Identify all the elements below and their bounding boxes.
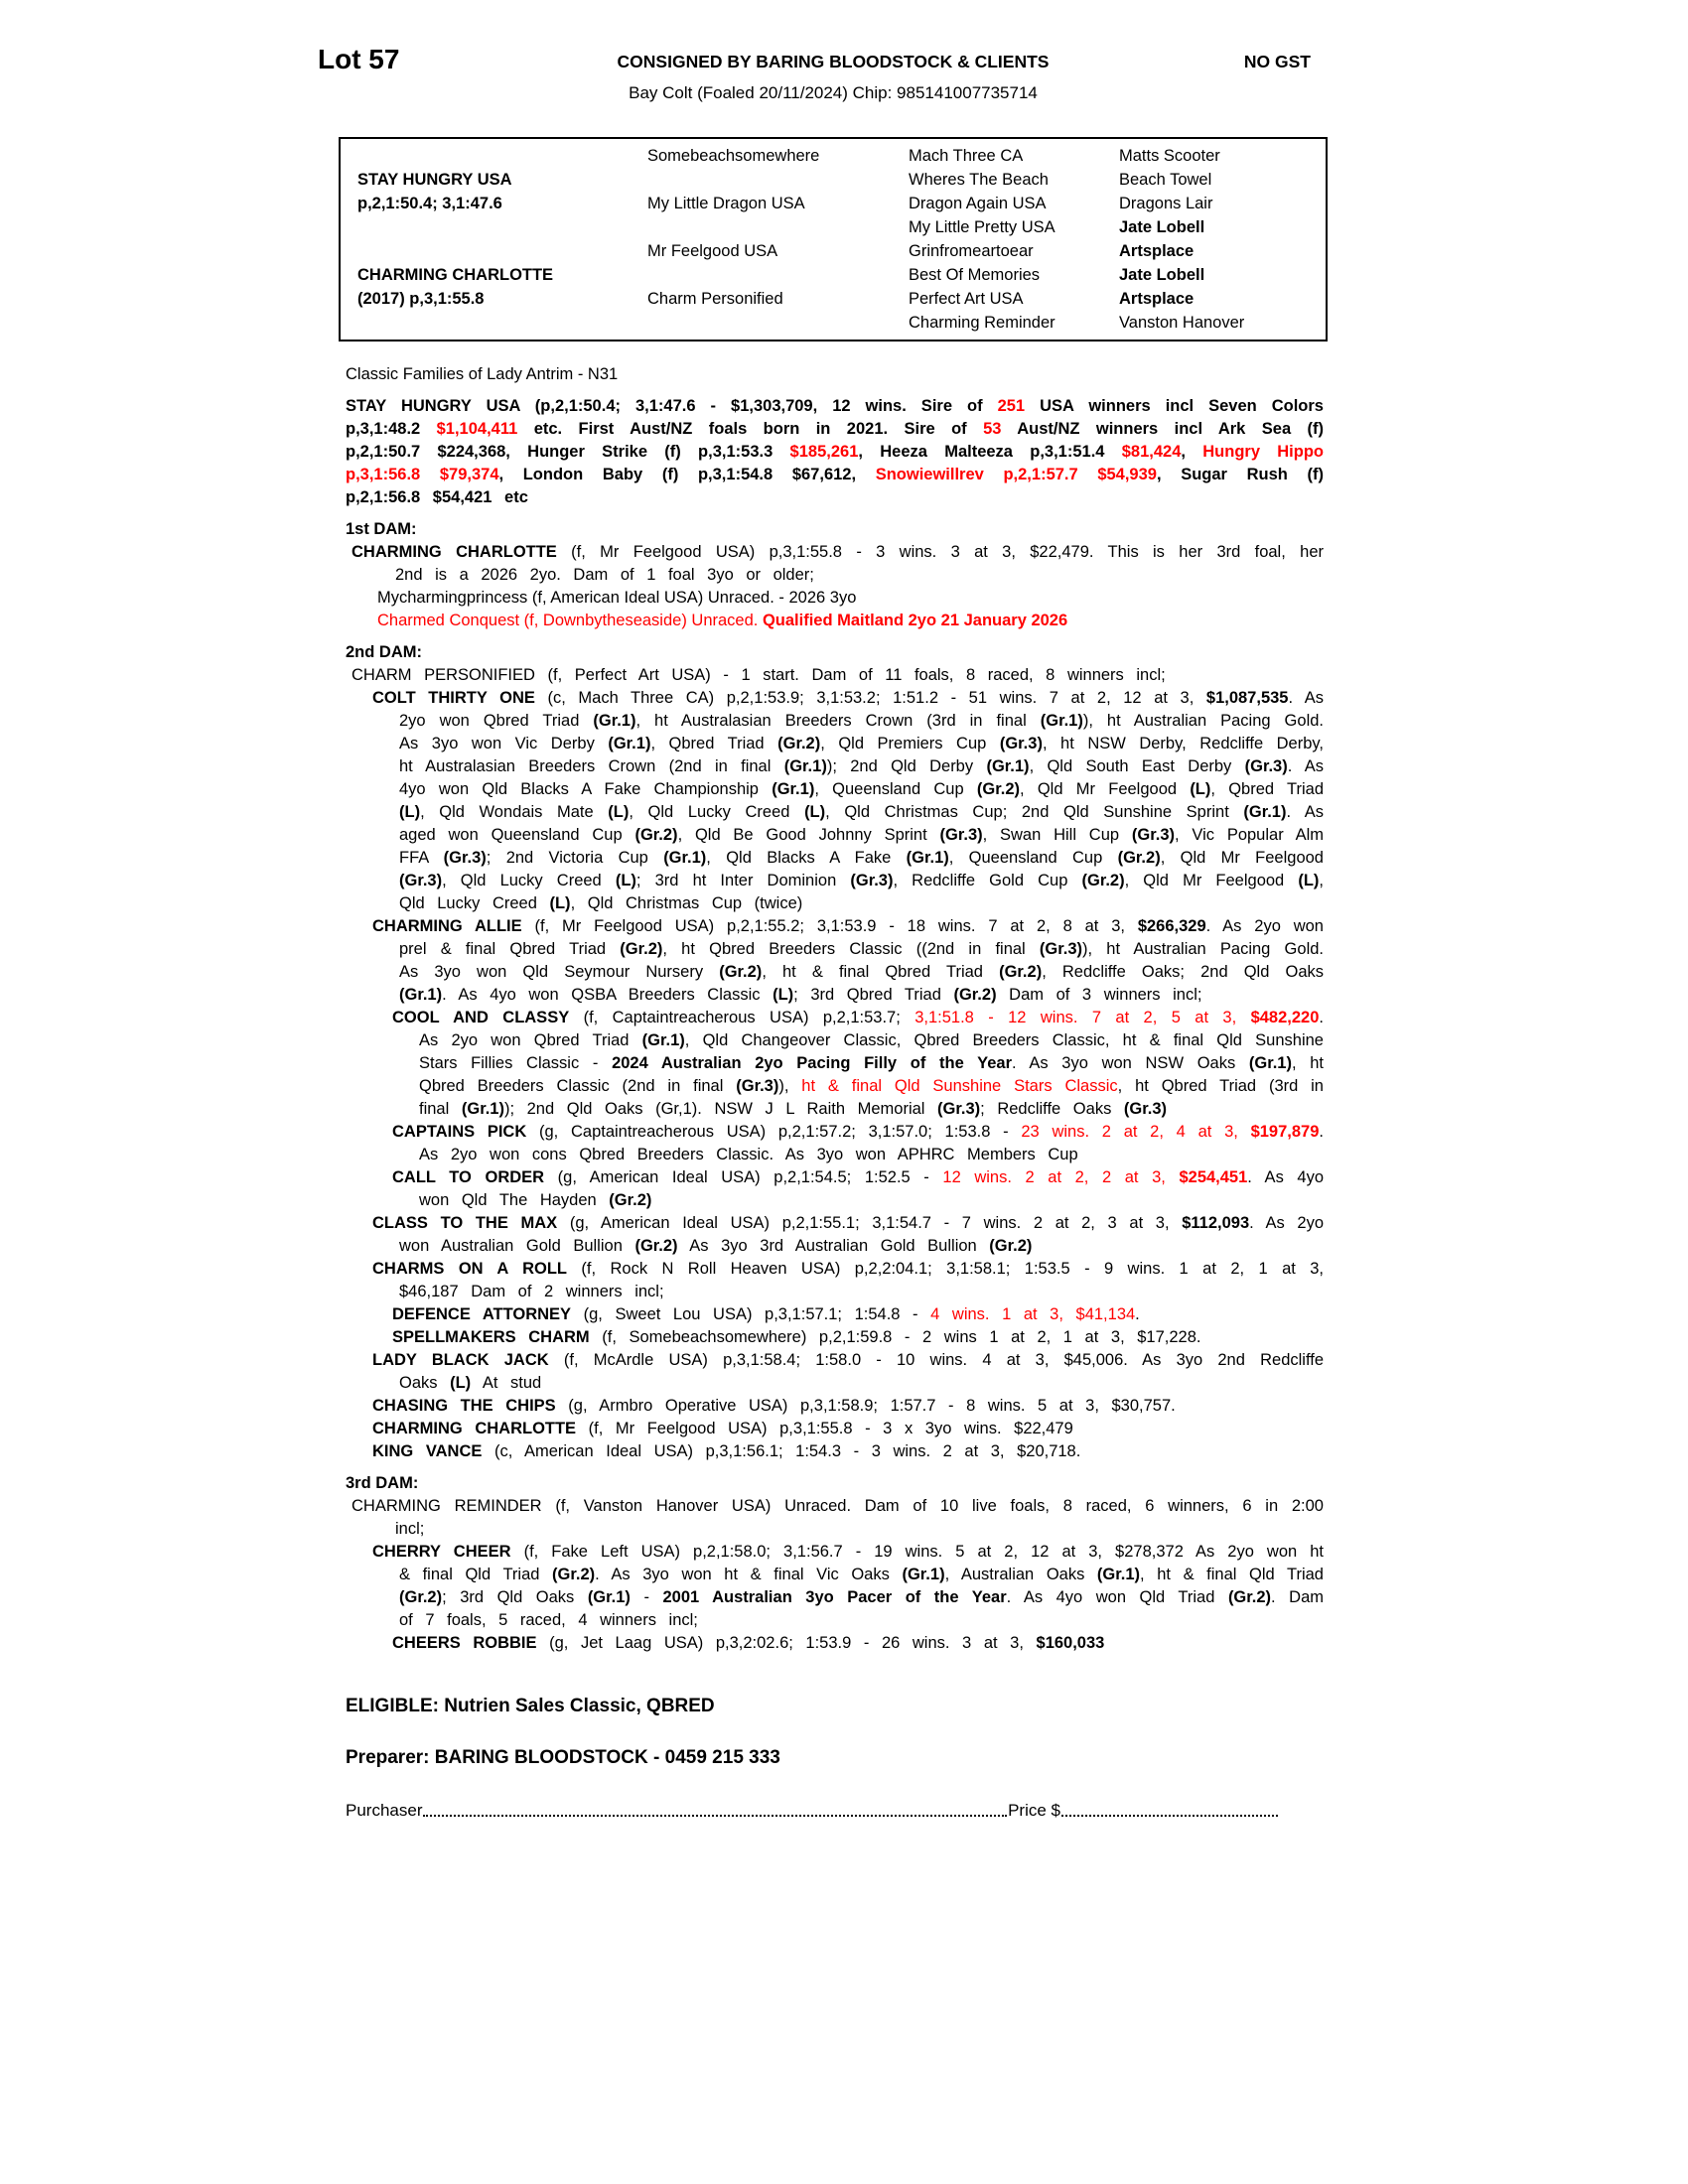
text-run: (c, American Ideal USA) p,3,1:56.1; 1:54.3 - 3 wins. 2 at 3, $20,718. xyxy=(482,1442,1081,1460)
ancestor-name: Matts Scooter xyxy=(1119,147,1220,165)
text-run: ); 2nd Qld Oaks (Gr,1). NSW J L Raith Memorial xyxy=(503,1100,938,1118)
text-run: (Gr.2) xyxy=(719,963,763,981)
text-run: CHARMS ON A ROLL xyxy=(372,1260,567,1278)
text-run: (Gr.3) xyxy=(1131,826,1175,844)
text-run: , Qld Changeover Classic, Qbred Breeders Classic, ht & final Qld Sunshine Stars Fillies Classic - xyxy=(419,1031,1324,1072)
text-run: ), ht Australian Pacing Gold. As 3yo won Vic Derby xyxy=(399,712,1324,752)
text-run: CHARM PERSONIFIED (f, Perfect Art USA) - 1 start. Dam of 11 foals, 8 raced, 8 winners incl; xyxy=(352,666,1166,684)
ancestor-name: Dragons Lair xyxy=(1119,195,1213,212)
text-run: 3rd DAM: xyxy=(346,1474,419,1492)
pedigree-paragraph xyxy=(346,1212,1324,1258)
text-run: , ht Qbred Triad (3rd in final xyxy=(419,1077,1324,1118)
text-run: $112,093 xyxy=(1182,1214,1250,1232)
text-run: Hungry Hippo p,3,1:56.8 $79,374 xyxy=(346,443,1325,483)
text-run: , Qld Wondais Mate xyxy=(420,803,609,821)
text-run: CHARMING CHARLOTTE xyxy=(352,543,557,561)
text-run: , Qld Mr Feelgood xyxy=(1020,780,1191,798)
text-run: $482,220 xyxy=(1250,1009,1320,1026)
text-run: KING VANCE xyxy=(372,1442,483,1460)
text-run: $1,104,411 xyxy=(436,420,518,438)
ancestor-name: Best Of Memories xyxy=(909,266,1041,284)
ancestor-name xyxy=(357,215,647,239)
ancestor-name: My Little Dragon USA xyxy=(647,195,805,212)
text-run: ; 3rd ht Inter Dominion xyxy=(635,872,851,889)
pedigree-paragraph xyxy=(346,1326,1324,1349)
text-run: . As 2yo won cons Qbred Breeders Classic. As 3yo won APHRC Members Cup xyxy=(419,1123,1324,1163)
text-run: (Gr.1) xyxy=(772,780,815,798)
text-run: (L) xyxy=(804,803,826,821)
text-run: $254,451 xyxy=(1179,1168,1248,1186)
ancestor-name: STAY HUNGRY USA xyxy=(357,171,512,189)
text-run: , Qld Lucky Creed xyxy=(442,872,616,889)
text-run: , xyxy=(1181,443,1203,461)
text-run: . As 2yo won Australian Gold Bullion xyxy=(399,1214,1325,1255)
text-run: , Qld Blacks A Fake xyxy=(706,849,907,867)
text-run: (Gr.1) xyxy=(663,849,707,867)
text-run: . As 4yo won QSBA Breeders Classic xyxy=(442,986,774,1004)
text-run: (L) xyxy=(1190,780,1211,798)
text-run: etc. First Aust/NZ foals born in 2021. Sire of xyxy=(517,420,984,438)
text-run: , Redcliffe Gold Cup xyxy=(893,872,1082,889)
text-run: , Qbred Triad xyxy=(1210,780,1325,798)
text-run: (f, Fake Left USA) p,2,1:58.0; 3,1:56.7 - 19 wins. 5 at 2, 12 at 3, $278,372 As 2yo won ht & final Qld Triad xyxy=(399,1543,1324,1583)
pedigree-paragraph xyxy=(346,687,1324,915)
text-run: (g, Jet Laag USA) p,3,2:02.6; 1:53.9 - 26 wins. 3 at 3, xyxy=(536,1634,1037,1652)
text-run: (Gr.2) xyxy=(620,940,663,958)
price-label: Price $ xyxy=(1008,1801,1060,1820)
text-run: (Gr.3) xyxy=(443,849,487,867)
pedigree-paragraph xyxy=(346,1541,1324,1632)
ancestor-name: Wheres The Beach xyxy=(909,171,1049,189)
text-run: Snowiewillrev p,2,1:57.7 $54,939 xyxy=(875,466,1157,483)
pedigree-paragraph xyxy=(346,664,1324,687)
text-run: (f, Mr Feelgood USA) p,3,1:55.8 - 3 x 3yo wins. $22,479 xyxy=(576,1420,1073,1437)
text-run: (Gr.2) xyxy=(399,1588,443,1606)
text-run: USA winners incl Seven Colors p,3,1:48.2 xyxy=(346,397,1324,438)
ancestor-name: (2017) p,3,1:55.8 xyxy=(357,290,485,308)
ancestor-name: Grinfromeartoear xyxy=(909,242,1034,260)
text-run: $197,879 xyxy=(1250,1123,1320,1141)
text-run: (f, McArdle USA) p,3,1:58.4; 1:58.0 - 10 wins. 4 at 3, $45,006. As 3yo 2nd Redcliffe Oaks xyxy=(399,1351,1325,1392)
text-run: , ht Qbred Breeders Classic (2nd in final xyxy=(419,1054,1325,1095)
text-run: . As 2yo won Qbred Triad xyxy=(419,1009,1324,1049)
pedigree-paragraph xyxy=(346,1303,1324,1326)
text-run: . As 4yo won Qld The Hayden xyxy=(419,1168,1325,1209)
text-run: (Gr.3) xyxy=(850,872,894,889)
ancestor-name: Mach Three CA xyxy=(909,147,1024,165)
text-run: (f, Somebeachsomewhere) p,2,1:59.8 - 2 wins 1 at 2, 1 at 3, $17,228. xyxy=(589,1328,1201,1346)
text-run: At stud xyxy=(471,1374,542,1392)
text-run: (Gr.2) xyxy=(552,1566,596,1583)
text-run: . As 3yo won ht & final Vic Oaks xyxy=(595,1566,903,1583)
text-run: (Gr.1) xyxy=(399,986,443,1004)
text-run: (Gr.1) xyxy=(1096,1566,1141,1583)
text-run: (c, Mach Three CA) p,2,1:53.9; 3,1:53.2; 1:51.2 - 51 wins. 7 at 2, 12 at 3, xyxy=(534,689,1206,707)
ancestor-name: Mr Feelgood USA xyxy=(647,242,778,260)
text-run: Dam of 3 winners incl; xyxy=(996,986,1202,1004)
text-run: . As 4yo won Qld Triad xyxy=(1006,1588,1228,1606)
text-run: (L) xyxy=(615,872,636,889)
text-run: (Gr.2) xyxy=(1117,849,1161,867)
text-run: (Gr.2) xyxy=(976,780,1021,798)
text-run: , Redcliffe Oaks; 2nd Qld Oaks xyxy=(1042,963,1325,981)
ancestor-name: Artsplace xyxy=(1119,242,1195,260)
pedigree-paragraph xyxy=(346,1166,1324,1212)
family-line xyxy=(346,363,1324,386)
text-run: (Gr.3) xyxy=(736,1077,779,1095)
text-run: , Queensland Cup xyxy=(814,780,977,798)
pedigree-paragraph xyxy=(346,915,1324,1007)
text-run: , Qld Lucky Creed xyxy=(629,803,805,821)
text-run: (Gr.3) xyxy=(1244,757,1288,775)
text-run: (L) xyxy=(399,803,421,821)
text-run: (f, Captaintreacherous USA) p,2,1:53.7; xyxy=(569,1009,915,1026)
ancestor-name xyxy=(357,144,647,168)
text-run: 12 wins. 2 at 2, 2 at 3, xyxy=(942,1168,1180,1186)
text-run: Qualified Maitland 2yo 21 January 2026 xyxy=(762,612,1068,629)
text-run: As 3yo 3rd Australian Gold Bullion xyxy=(677,1237,990,1255)
text-run: 2001 Australian 3yo Pacer of the Year xyxy=(662,1588,1007,1606)
text-run: LADY BLACK JACK xyxy=(372,1351,549,1369)
text-run: DEFENCE ATTORNEY xyxy=(392,1305,572,1323)
text-run: ; 3rd Qbred Triad xyxy=(793,986,954,1004)
text-run: (g, Armbro Operative USA) p,3,1:58.9; 1:57.7 - 8 wins. 5 at 3, $30,757. xyxy=(555,1397,1176,1415)
text-run: (Gr.3) xyxy=(1123,1100,1168,1118)
text-run: , Sugar Rush (f) p,2,1:56.8 $54,421 etc xyxy=(346,466,1324,506)
text-run: (Gr.1) xyxy=(1248,1054,1292,1072)
text-run: (g, American Ideal USA) p,2,1:55.1; 3,1:54.7 - 7 wins. 2 at 2, 3 at 3, xyxy=(557,1214,1183,1232)
pedigree-paragraph xyxy=(346,587,1324,610)
text-run: 3,1:51.8 - 12 wins. 7 at 2, 5 at 3, xyxy=(914,1009,1251,1026)
pedigree-paragraph xyxy=(346,1007,1324,1121)
text-run: , Qld South East Derby xyxy=(1029,757,1245,775)
text-run: Charmed Conquest (f, Downbytheseaside) Unraced. xyxy=(377,612,763,629)
purchaser-dotted-line xyxy=(423,1815,1007,1817)
dam-heading-2 xyxy=(346,641,1324,664)
ancestor-name xyxy=(357,239,647,263)
pedigree-paragraph xyxy=(346,1121,1324,1166)
text-run: (Gr.2) xyxy=(953,986,997,1004)
text-run: (Gr.1) xyxy=(593,712,636,730)
text-run: Classic Families of Lady Antrim - N31 xyxy=(346,365,619,383)
text-run: COOL AND CLASSY xyxy=(392,1009,570,1026)
text-run: SPELLMAKERS CHARM xyxy=(392,1328,590,1346)
ancestor-name: Perfect Art USA xyxy=(909,290,1024,308)
text-run: (g, Captaintreacherous USA) p,2,1:57.2; 3,1:57.0; 1:53.8 - xyxy=(526,1123,1022,1141)
text-run: ); 2nd Qld Derby xyxy=(826,757,987,775)
text-run: , Qld Christmas Cup (twice) xyxy=(570,894,803,912)
text-run: CHARMING CHARLOTTE xyxy=(372,1420,577,1437)
text-run: CHEERS ROBBIE xyxy=(392,1634,537,1652)
text-run: (Gr.1) xyxy=(608,735,651,752)
text-run: , Vic Popular Alm FFA xyxy=(399,826,1324,867)
text-run: , Qld Premiers Cup xyxy=(820,735,1000,752)
text-run: CHERRY CHEER xyxy=(372,1543,511,1561)
price-dotted-line xyxy=(1061,1815,1278,1817)
pedigree-paragraph xyxy=(346,1258,1324,1303)
text-run: (Gr.3) xyxy=(937,1100,981,1118)
text-run: (Gr.1) xyxy=(461,1100,504,1118)
pedigree-text xyxy=(346,363,1324,1655)
text-run: , ht Qbred Breeders Classic ((2nd in final xyxy=(662,940,1040,958)
text-run: ; 2nd Victoria Cup xyxy=(486,849,664,867)
text-run: , Swan Hill Cup xyxy=(982,826,1132,844)
text-run: (L) xyxy=(773,986,794,1004)
text-run: CHARMING ALLIE xyxy=(372,917,522,935)
text-run: , ht & final Qld Triad xyxy=(1140,1566,1324,1583)
text-run: , Qld Lucky Creed xyxy=(399,872,1325,912)
text-run: $81,424 xyxy=(1121,443,1182,461)
dam-heading-3 xyxy=(346,1472,1324,1495)
ancestor-name: CHARMING CHARLOTTE xyxy=(357,266,554,284)
text-run: Aust/NZ winners incl Ark Sea (f) p,2,1:50.7 $224,368, Hunger Strike (f) p,3,1:53.3 xyxy=(346,420,1325,461)
text-run: STAY HUNGRY USA (p,2,1:50.4; 3,1:47.6 - $1,303,709, 12 wins. Sire of xyxy=(346,397,998,415)
text-run: CLASS TO THE MAX xyxy=(372,1214,558,1232)
text-run: CHASING THE CHIPS xyxy=(372,1397,556,1415)
text-run: - xyxy=(630,1588,663,1606)
pedigree-paragraph xyxy=(346,1395,1324,1418)
text-run: (Gr.3) xyxy=(999,735,1043,752)
text-run: (f, Mr Feelgood USA) p,3,1:55.8 - 3 wins. 3 at 3, $22,479. This is her 3rd foal, her 2nd is a 2026 2yo. Dam of 1 foal 3yo or older; xyxy=(395,543,1324,584)
text-run: COLT THIRTY ONE xyxy=(372,689,535,707)
consignor-line: CONSIGNED BY BARING BLOODSTOCK & CLIENTS xyxy=(617,52,1050,71)
text-run: (Gr.1) xyxy=(587,1588,631,1606)
text-run: (f, Mr Feelgood USA) p,2,1:55.2; 3,1:53.9 - 18 wins. 7 at 2, 8 at 3, xyxy=(521,917,1138,935)
text-run: $1,087,535 xyxy=(1205,689,1289,707)
text-run: ; 3rd Qld Oaks xyxy=(442,1588,588,1606)
eligible-line: ELIGIBLE: Nutrien Sales Classic, QBRED xyxy=(346,1696,715,1716)
text-run: , Qld Mr Feelgood xyxy=(1160,849,1324,867)
text-run: , Qld Mr Feelgood xyxy=(1124,872,1299,889)
text-run: . As aged won Queensland Cup xyxy=(399,803,1325,844)
lot-number: Lot 57 xyxy=(318,44,400,74)
text-run: ), ht Australian Pacing Gold. As 3yo won Qld Seymour Nursery xyxy=(399,940,1324,981)
text-run: (L) xyxy=(1298,872,1320,889)
text-run: , ht Australasian Breeders Crown (3rd in final xyxy=(635,712,1041,730)
ancestor-name: Jate Lobell xyxy=(1119,266,1205,284)
text-run: 1st DAM: xyxy=(346,520,417,538)
sire-summary xyxy=(346,395,1324,509)
ancestor-name: p,2,1:50.4; 3,1:47.6 xyxy=(357,195,502,212)
text-run: ; Redcliffe Oaks xyxy=(980,1100,1124,1118)
ancestor-name: Jate Lobell xyxy=(1119,218,1205,236)
text-run: CAPTAINS PICK xyxy=(392,1123,527,1141)
text-run: (Gr.1) xyxy=(783,757,827,775)
text-run: (Gr.2) xyxy=(1227,1588,1272,1606)
ancestor-name xyxy=(647,311,909,335)
text-run: . As 3yo won NSW Oaks xyxy=(1012,1054,1249,1072)
text-run: (Gr.2) xyxy=(634,826,678,844)
text-run: , Queensland Cup xyxy=(948,849,1118,867)
pedigree-paragraph xyxy=(346,610,1324,632)
ancestor-name xyxy=(647,215,909,239)
ancestor-name: Artsplace xyxy=(1119,290,1195,308)
ancestor-name xyxy=(647,263,909,287)
pedigree-paragraph xyxy=(346,1440,1324,1463)
text-run: $266,329 xyxy=(1137,917,1206,935)
horse-description: Bay Colt (Foaled 20/11/2024) Chip: 985141007735714 xyxy=(629,83,1038,102)
text-run: . As 4yo won Qld Blacks A Fake Championship xyxy=(399,757,1324,798)
ancestor-name xyxy=(357,311,647,335)
text-run: (Gr.1) xyxy=(1040,712,1083,730)
text-run: , London Baby (f) p,3,1:54.8 $67,612, xyxy=(498,466,876,483)
text-run: (Gr.3) xyxy=(1039,940,1083,958)
pedigree-table xyxy=(339,137,1328,341)
text-run: (Gr.2) xyxy=(989,1237,1033,1255)
text-run: ), xyxy=(778,1077,802,1095)
ancestor-name: Charming Reminder xyxy=(909,314,1055,332)
text-run: ht & final Qld Sunshine Stars Classic xyxy=(801,1077,1118,1095)
text-run: (Gr.1) xyxy=(902,1566,945,1583)
text-run: 2nd DAM: xyxy=(346,643,422,661)
text-run: 2024 Australian 2yo Pacing Filly of the Year xyxy=(612,1054,1013,1072)
text-run: (Gr.2) xyxy=(999,963,1043,981)
text-run: (Gr.1) xyxy=(1243,803,1287,821)
text-run: . As 2yo won prel & final Qbred Triad xyxy=(399,917,1324,958)
pedigree-paragraph xyxy=(346,1349,1324,1395)
text-run: . xyxy=(1135,1305,1140,1323)
text-run: (Gr.3) xyxy=(939,826,983,844)
text-run: , ht NSW Derby, Redcliffe Derby, ht Australasian Breeders Crown (2nd in final xyxy=(399,735,1325,775)
text-run: , Qld Christmas Cup; 2nd Qld Sunshine Sprint xyxy=(825,803,1244,821)
text-run: (Gr.1) xyxy=(986,757,1030,775)
text-run: (Gr.2) xyxy=(777,735,821,752)
ancestor-name: Somebeachsomewhere xyxy=(647,147,820,165)
dam-heading-1 xyxy=(346,518,1324,541)
text-run: CHARMING REMINDER (f, Vanston Hanover USA) Unraced. Dam of 10 live foals, 8 raced, 6 winners, 6 in 2:00 incl; xyxy=(352,1497,1324,1538)
text-run: (Gr.2) xyxy=(609,1191,652,1209)
ancestor-name xyxy=(647,168,909,192)
preparer-line: Preparer: BARING BLOODSTOCK - 0459 215 333 xyxy=(346,1747,780,1768)
text-run: 251 xyxy=(997,397,1026,415)
text-run: 53 xyxy=(983,420,1002,438)
text-run: (g, American Ideal USA) p,2,1:54.5; 1:52.5 - xyxy=(544,1168,943,1186)
ancestor-name: Beach Towel xyxy=(1119,171,1212,189)
text-run: . Dam of 7 foals, 5 raced, 4 winners incl; xyxy=(399,1588,1324,1629)
text-run: 4 wins. 1 at 3, $41,134 xyxy=(930,1305,1136,1323)
text-run: (L) xyxy=(450,1374,472,1392)
text-run: 23 wins. 2 at 2, 4 at 3, xyxy=(1021,1123,1251,1141)
text-run: (Gr.2) xyxy=(1081,872,1125,889)
text-run: . As 2yo won Qbred Triad xyxy=(399,689,1325,730)
text-run: $160,033 xyxy=(1036,1634,1105,1652)
pedigree-paragraph xyxy=(346,1495,1324,1541)
ancestor-name: Charm Personified xyxy=(647,290,783,308)
text-run: Mycharmingprincess (f, American Ideal USA) Unraced. - 2026 3yo xyxy=(377,589,857,607)
ancestor-name: Dragon Again USA xyxy=(909,195,1047,212)
text-run: , Qld Be Good Johnny Sprint xyxy=(677,826,940,844)
ancestor-name: My Little Pretty USA xyxy=(909,218,1055,236)
pedigree-paragraph xyxy=(346,1418,1324,1440)
text-run: (Gr.1) xyxy=(906,849,949,867)
text-run: (L) xyxy=(608,803,630,821)
text-run: , Qbred Triad xyxy=(650,735,778,752)
text-run: , ht & final Qbred Triad xyxy=(762,963,1000,981)
pedigree-paragraph xyxy=(346,541,1324,587)
text-run: (Gr.1) xyxy=(641,1031,685,1049)
content-column xyxy=(339,0,1328,1821)
no-gst-label: NO GST xyxy=(1243,52,1311,71)
text-run: (Gr.2) xyxy=(634,1237,678,1255)
text-run: CALL TO ORDER xyxy=(392,1168,545,1186)
purchaser-price-line xyxy=(346,1801,1279,1821)
purchaser-label: Purchaser xyxy=(346,1801,423,1820)
text-run: , Heeza Malteeza p,3,1:51.4 xyxy=(858,443,1122,461)
text-run: (Gr.3) xyxy=(399,872,443,889)
text-run: (L) xyxy=(549,894,571,912)
pedigree-paragraph xyxy=(346,1632,1324,1655)
text-run: (f, Rock N Roll Heaven USA) p,2,2:04.1; 3,1:58.1; 1:53.5 - 9 wins. 1 at 2, 1 at 3, $46,187 Dam of 2 winners incl; xyxy=(399,1260,1325,1300)
text-run: (g, Sweet Lou USA) p,3,1:57.1; 1:54.8 - xyxy=(571,1305,931,1323)
text-run: , Australian Oaks xyxy=(944,1566,1097,1583)
ancestor-name: Vanston Hanover xyxy=(1119,314,1245,332)
text-run: $185,261 xyxy=(789,443,859,461)
